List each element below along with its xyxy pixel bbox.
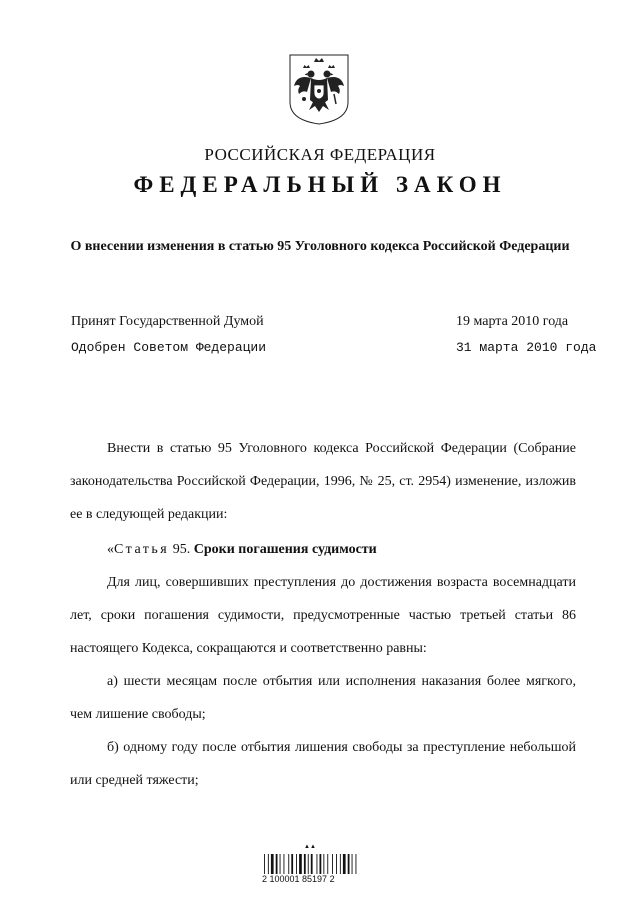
duma-adoption-label: Принят Государственной Думой xyxy=(71,314,264,329)
law-type-heading: ФЕДЕРАЛЬНЫЙ ЗАКОН xyxy=(133,172,507,197)
article-paragraph-1: Для лиц, совершивших преступления до достижения возраста восемнадцати лет, сроки погашения судимости, предусмотренные частью третьей статьи 86 настоящего Кодекса, сокращаются и соответственно равны: xyxy=(70,575,576,656)
article-number: 95. xyxy=(169,542,194,557)
council-approval-label: Одобрен Советом Федерации xyxy=(71,340,267,355)
barcode-number: 2 100001 85197 2 xyxy=(262,874,335,884)
article-title: Сроки погашения судимости xyxy=(193,542,377,557)
article-item-b: б) одному году после отбытия лишения свободы за преступление небольшой или средней тяжести; xyxy=(70,740,576,788)
article-heading xyxy=(70,533,576,566)
intro-paragraph: Внести в статью 95 Уголовного кодекса Российской Федерации (Собрание законодательства Российской Федерации, 1996, № 25, ст. 2954) изменение, изложив ее в следующей редакции: xyxy=(70,441,576,522)
duma-adoption-date: 19 марта 2010 года xyxy=(456,314,569,329)
country-heading: РОССИЙСКАЯ ФЕДЕРАЦИЯ xyxy=(204,145,436,164)
law-title: О внесении изменения в статью 95 Уголовного кодекса Российской Федерации xyxy=(70,239,570,254)
law-body xyxy=(70,432,576,797)
article-item-a: а) шести месяцам после отбытия или исполнения наказания более мягкого, чем лишение свободы; xyxy=(70,674,576,722)
barcode-mark: ▲▲ xyxy=(304,844,316,850)
article-quote: « xyxy=(107,542,114,557)
article-word: Статья xyxy=(114,542,170,557)
coat-of-arms-emblem-icon xyxy=(287,52,351,126)
council-approval-date: 31 марта 2010 года xyxy=(456,340,597,355)
